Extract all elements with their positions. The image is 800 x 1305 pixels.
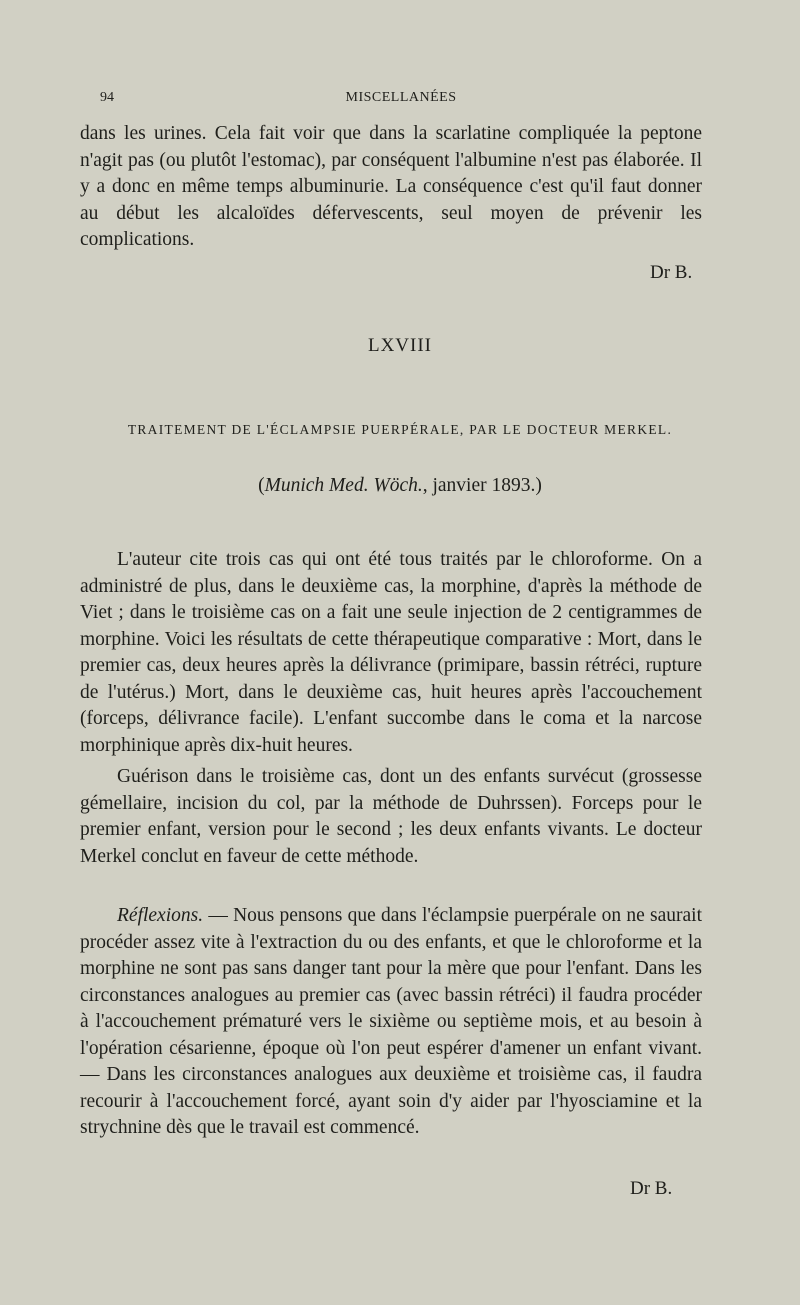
article-number: LXVIII — [367, 335, 433, 356]
reflexions-label: Réflexions. — [117, 905, 204, 926]
article-title: TRAITEMENT DE L'ÉCLAMPSIE PUERPÉRALE, PAR LE DOCTEUR MERKEL. — [127, 422, 673, 437]
continuation-paragraph: dans les urines. Cela fait voir que dans la scarlatine compliquée la peptone n'agit pas (ou plutôt l'estomac), par conséquent l'albumine n'est pas élaborée. Il y a donc en même temps albuminurie. La conséquence c'est qu'il faut donner au début les alcaloïdes défervescents, seul moyen de prévenir les complications. — [80, 123, 702, 250]
article-signature: Dr B. — [630, 1178, 673, 1199]
citation-date: , janvier 1893. — [422, 475, 536, 496]
reflexions-text: — Nous pensons que dans l'éclampsie puerpérale on ne saurait procéder assez vite à l'extraction du ou des enfants, et que le chloroforme et la morphine ne sont pas sans danger tant pour la mère que pour l'enfant. Dans les circonstances analogues au premier cas (avec bassin rétréci) il faudra procéder à l'accouchement prématuré vers le sixième ou septième mois, et au besoin à l'opération césarienne, époque où l'on peut espérer d'amener un enfant vivant. — Dans les circonstances analogues aux deuxième et troisième cas, il faudra recourir à l'accouchement forcé, ayant soin d'y aider par l'hyosciamine et la strychnine dès que le travail est commencé. — [80, 905, 702, 1138]
page-number: 94 — [100, 90, 114, 105]
citation-source: Munich Med. Wöch. — [264, 475, 423, 496]
article-paragraph-2: Guérison dans le troisième cas, dont un des enfants survécut (grossesse gémellaire, incision du col, par la méthode de Duhrssen). Forceps pour le premier enfant, version pour le second ; les deux enfants vivants. Le docteur Merkel conclut en faveur de cette méthode. — [80, 766, 702, 867]
running-title: MISCELLANÉES — [345, 90, 457, 105]
article-citation: (Munich Med. Wöch., janvier 1893.) — [258, 475, 542, 496]
running-head — [100, 90, 702, 110]
reflexions-paragraph — [80, 903, 702, 1142]
continuation-signature: Dr B. — [650, 262, 693, 283]
article-paragraph-1: L'auteur cite trois cas qui ont été tous traités par le chloroforme. On a administré de plus, dans le deuxième cas, la morphine, d'après la méthode de Viet ; dans le troisième cas on a fait une seule injection de 2 centigrammes de morphine. Voici les résultats de cette thérapeutique comparative : Mort, dans le premier cas, deux heures après la délivrance (primipare, bassin rétréci, rupture de l'utérus.) Mort, dans le deuxième cas, huit heures après l'accouchement (forceps, délivrance facile). L'enfant succombe dans le coma et la narcose morphinique après dix-huit heures. — [80, 549, 702, 756]
